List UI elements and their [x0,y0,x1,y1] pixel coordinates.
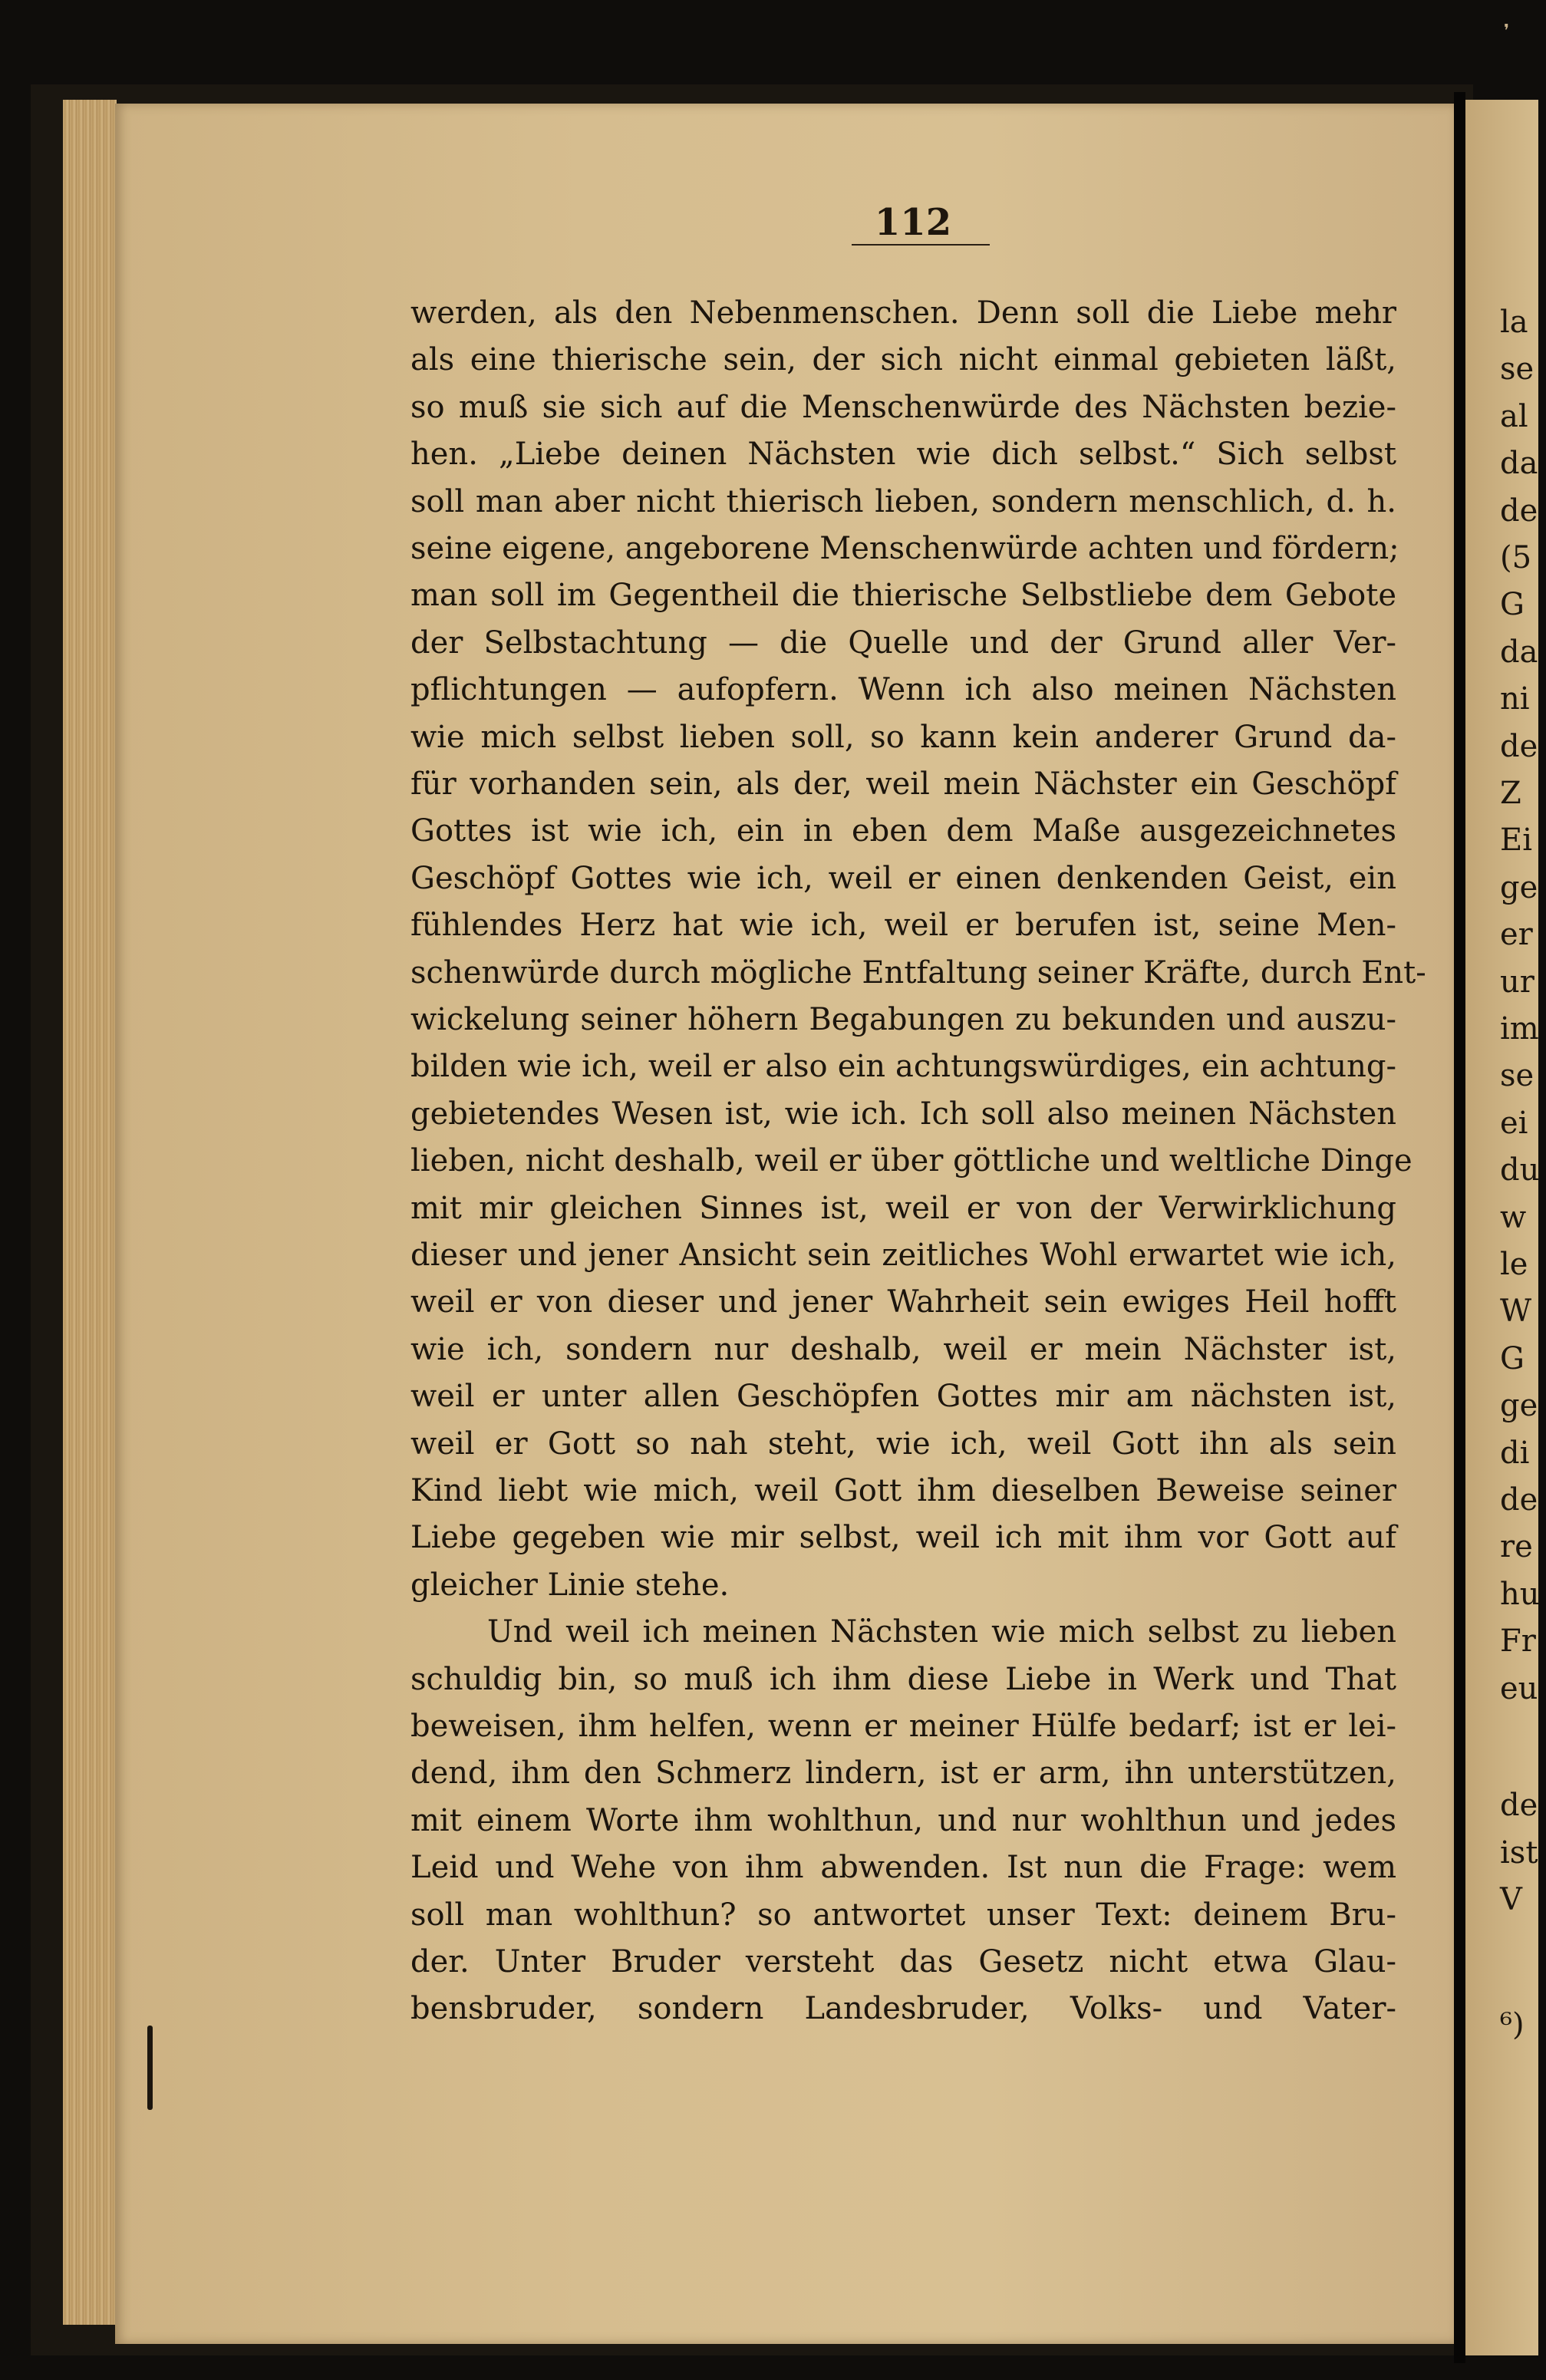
page-number: 112 [874,201,952,244]
text-line: mit mir gleichen Sinnes ist, weil er von der Verwirklichung [410,1190,1396,1226]
right-page-fragment: im [1500,1011,1539,1047]
text-line: der. Unter Bruder versteht das Gesetz nicht etwa Glau- [410,1944,1396,1979]
right-page-fragment: G [1500,1340,1525,1376]
right-page-fragment: se [1500,1058,1534,1094]
right-page-fragment: ni [1500,681,1530,717]
book-gutter [1454,92,1465,2363]
right-page-fragment: di [1500,1435,1530,1471]
text-line: Leid und Wehe von ihm abwenden. Ist nun die Frage: wem [410,1850,1396,1886]
right-page-fragment: Ei [1500,822,1532,859]
right-page-fragment: ur [1500,964,1534,1000]
text-line: Liebe gegeben wie mir selbst, weil ich mit ihm vor Gott auf [410,1520,1396,1556]
text-line: Kind liebt wie mich, weil Gott ihm dieselben Beweise seiner [410,1473,1396,1508]
right-page-fragment: ei [1500,1105,1528,1141]
text-line: soll man wohlthun? so antwortet unser Text: deinem Bru- [410,1897,1396,1933]
text-line: weil er Gott so nah steht, wie ich, weil Gott ihn als sein [410,1426,1396,1462]
text-line: so muß sie sich auf die Menschenwürde des Nächsten bezie- [410,389,1396,425]
right-page-fragment: se [1500,351,1534,387]
right-page-fragment: er [1500,917,1533,953]
text-line: gleicher Linie stehe. [410,1567,730,1603]
right-page-fragment: ge [1500,869,1538,905]
right-page-fragment: hu [1500,1576,1540,1612]
right-page-fragment: (5 [1500,540,1532,575]
header-rule [852,244,990,246]
text-line: wie mich selbst lieben soll, so kann kein anderer Grund da- [410,719,1396,755]
text-line: schenwürde durch mögliche Entfaltung seiner Kräfte, durch Ent- [410,954,1426,991]
right-page-fragment: de [1500,1788,1538,1824]
spine-mark [147,2026,153,2110]
right-page-fragment: Fr [1500,1623,1536,1660]
right-page-fragment: al [1500,398,1528,434]
right-page-fragment: Z [1500,776,1521,811]
right-page-fragment: V [1500,1882,1522,1918]
text-line: beweisen, ihm helfen, wenn er meiner Hülfe bedarf; ist er lei- [410,1709,1396,1744]
right-page-fragment: w [1500,1199,1527,1235]
right-page-fragment: ge [1500,1388,1538,1424]
text-line: für vorhanden sein, als der, weil mein Nächster ein Geschöpf [410,766,1396,802]
text-line: Geschöpf Gottes wie ich, weil er einen denkenden Geist, ein [410,860,1396,896]
text-line: weil er unter allen Geschöpfen Gottes mir am nächsten ist, [410,1379,1396,1415]
right-page-fragment: da [1500,634,1538,670]
right-page-fragment: le [1500,1247,1528,1282]
text-line: wickelung seiner höhern Begabungen zu bekunden und auszu- [410,1002,1396,1037]
text-line: seine eigene, angeborene Menschenwürde achten und fördern; [410,531,1399,566]
text-line: weil er von dieser und jener Wahrheit sein ewiges Heil hofft [410,1284,1396,1320]
text-line: bensbruder, sondern Landesbruder, Volks- und Vater- [410,1991,1396,2027]
text-line: man soll im Gegentheil die thierische Selbstliebe dem Gebote [410,578,1396,614]
right-page-fragment: re [1500,1529,1533,1565]
right-page-fragment: eu [1500,1670,1538,1706]
text-line: schuldig bin, so muß ich ihm diese Liebe in Werk und That [410,1661,1396,1697]
text-line: gebietendes Wesen ist, wie ich. Ich soll also meinen Nächsten [410,1096,1396,1132]
text-line: dieser und jener Ansicht sein zeitliches Wohl erwartet wie ich, [410,1238,1396,1273]
text-line: fühlendes Herz hat wie ich, weil er berufen ist, seine Men- [410,908,1396,944]
text-line: hen. „Liebe deinen Nächsten wie dich selbst.“ Sich selbst [410,437,1396,473]
page-edges [63,100,117,2325]
right-page-fragment: da [1500,446,1538,482]
text-line: pflichtungen — aufopfern. Wenn ich also meinen Nächsten [410,672,1396,708]
text-line: wie ich, sondern nur deshalb, weil er mein Nächster ist, [410,1331,1396,1367]
right-page-fragment: ⁶) [1500,2007,1525,2042]
right-page-fragment: de [1500,1482,1538,1518]
text-line: lieben, nicht deshalb, weil er über göttliche und weltliche Dinge [410,1143,1412,1179]
text-line: Und weil ich meinen Nächsten wie mich selbst zu lieben [487,1614,1396,1650]
right-page-fragment: G [1500,587,1525,623]
right-page-fragment: ist [1500,1834,1538,1871]
text-line: werden, als den Nebenmenschen. Denn soll die Liebe mehr [410,295,1396,331]
text-line: bilden wie ich, weil er also ein achtungswürdiges, ein achtung- [410,1049,1396,1085]
text-line: der Selbstachtung — die Quelle und der Grund aller Ver- [410,625,1396,661]
text-line: mit einem Worte ihm wohlthun, und nur wohlthun und jedes [410,1802,1396,1838]
right-page-fragment: W [1500,1294,1532,1330]
text-line: soll man aber nicht thierisch lieben, sondern menschlich, d. h. [410,483,1396,519]
text-line: Gottes ist wie ich, ein in eben dem Maße ausgezeichnetes [410,813,1396,849]
right-page-fragment: de [1500,493,1538,529]
right-page-fragment: la [1500,305,1528,340]
right-page-fragment: de [1500,728,1538,764]
text-line: dend, ihm den Schmerz lindern, ist er arm, ihn unterstützen, [410,1755,1396,1792]
text-line: als eine thierische sein, der sich nicht einmal gebieten läßt, [410,342,1396,378]
right-page-fragment: du [1500,1152,1540,1188]
corner-mark: ❜ [1504,21,1510,41]
